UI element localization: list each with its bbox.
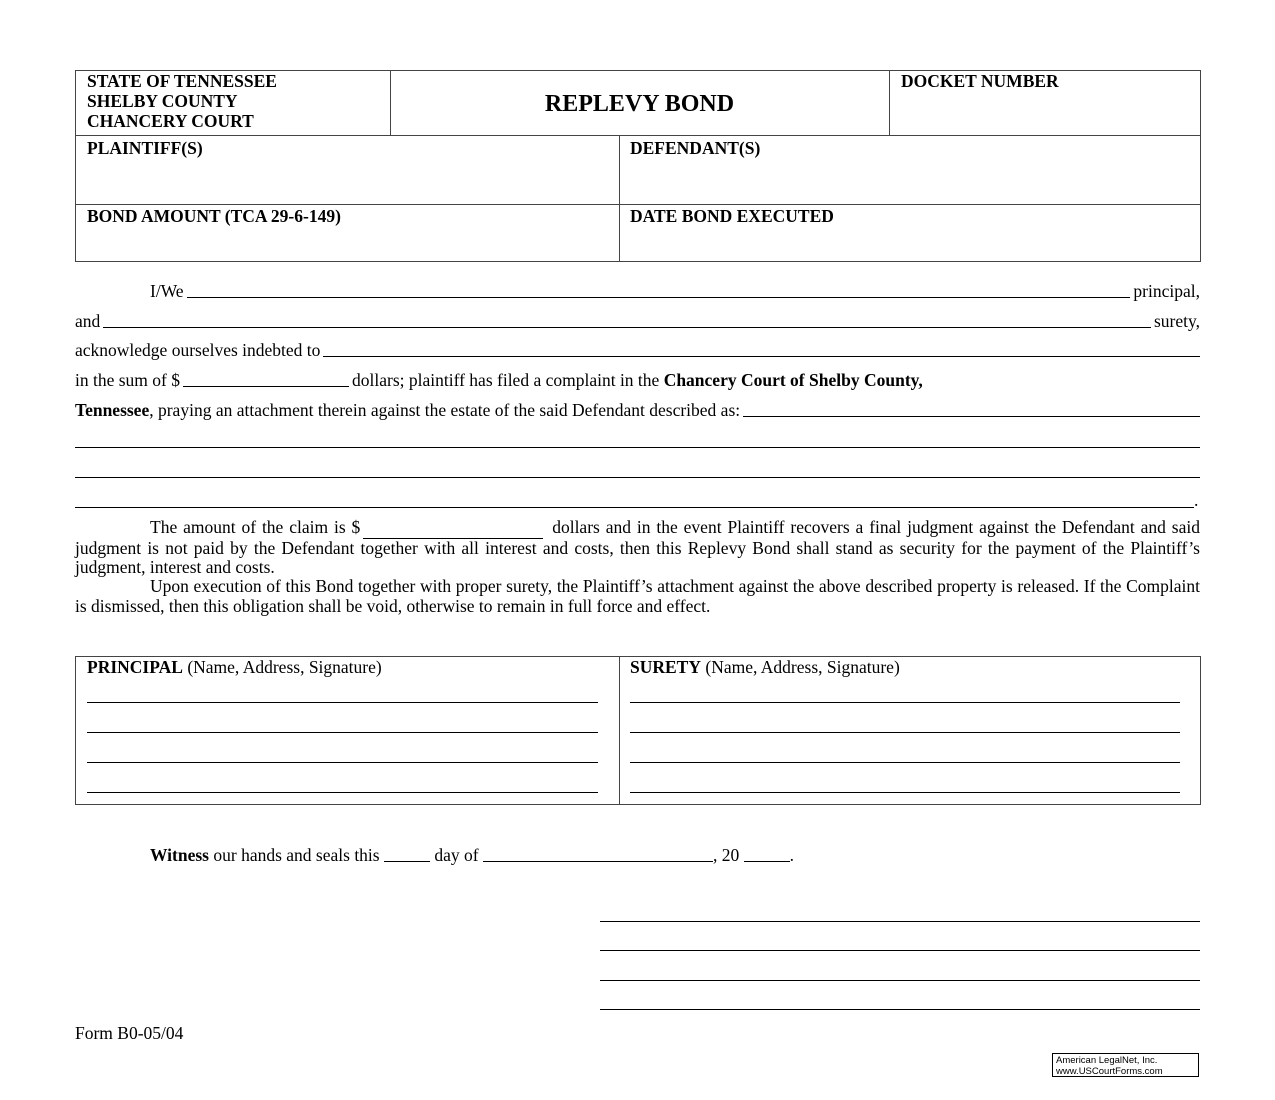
text: day of	[429, 845, 483, 865]
divider	[75, 135, 1201, 136]
publisher-url: www.USCourtForms.com	[1056, 1066, 1163, 1077]
claim-amount-field[interactable]	[363, 518, 543, 539]
surety-field[interactable]	[630, 762, 1180, 763]
docket-number-label: DOCKET NUMBER	[901, 71, 1059, 91]
publisher-name: American LegalNet, Inc.	[1056, 1055, 1158, 1066]
court-name	[87, 71, 277, 131]
principal-heading	[87, 657, 382, 678]
divider	[619, 135, 620, 262]
text: .	[1194, 490, 1199, 510]
text: I/We	[150, 281, 184, 301]
surety-field[interactable]	[630, 732, 1180, 733]
text: Witness	[150, 845, 209, 865]
description-field-2[interactable]	[75, 447, 1200, 448]
surety-line	[75, 310, 1200, 332]
text: SURETY	[630, 657, 701, 677]
surety-field[interactable]	[630, 702, 1180, 703]
principal-field[interactable]	[87, 792, 598, 793]
sum-line	[75, 369, 1200, 391]
divider	[75, 204, 1201, 205]
day-field[interactable]	[384, 861, 430, 862]
release-paragraph: Upon execution of this Bond together with proper surety, the Plaintiff’s attachment against the above described property is released. If the Complaint is dismissed, then this obligation shall be void, otherwise to remain in full force and effect.	[75, 576, 1200, 616]
text: dollars and in the event Plaintiff recovers a final judgment against the Defendant and said judgment is not paid by the Defendant together with all interest and costs, then this Replevy Bond shall stand as security for the payment of the Plaintiff’s judgment, interest and costs.	[75, 517, 1200, 577]
principal-field[interactable]	[187, 297, 1131, 298]
surety-field[interactable]	[630, 792, 1180, 793]
defendant-label: DEFENDANT(S)	[630, 138, 761, 158]
text: and	[75, 311, 101, 331]
sum-field[interactable]	[183, 386, 349, 387]
description-field-4[interactable]	[75, 507, 1194, 508]
month-field[interactable]	[483, 861, 713, 862]
county-line: SHELBY COUNTY	[87, 91, 238, 111]
text: our hands and seals this	[209, 845, 384, 865]
text: acknowledge ourselves indebted to	[75, 340, 321, 360]
surety-heading	[630, 657, 900, 678]
text: The amount of the claim is $	[150, 517, 361, 537]
claim-paragraph	[75, 518, 1200, 578]
text: PRINCIPAL	[87, 657, 183, 677]
description-line	[75, 399, 1200, 421]
principal-field[interactable]	[87, 702, 598, 703]
obligee-field[interactable]	[323, 356, 1200, 357]
text: (Name, Address, Signature)	[182, 657, 382, 677]
text: Chancery Court of Shelby County,	[663, 370, 923, 390]
date-executed-label: DATE BOND EXECUTED	[630, 206, 834, 226]
publisher-badge	[1052, 1053, 1199, 1077]
witness-line	[150, 845, 794, 866]
text: (Name, Address, Signature)	[701, 657, 900, 677]
divider	[619, 656, 620, 805]
text: , praying an attachment therein against the estate of the said Defendant described as:	[149, 400, 741, 420]
principal-field[interactable]	[87, 762, 598, 763]
text: , 20	[712, 845, 744, 865]
text: surety,	[1153, 311, 1200, 331]
form-id: Form B0-05/04	[75, 1023, 184, 1043]
description-field[interactable]	[743, 416, 1200, 417]
form-title: REPLEVY BOND	[544, 91, 735, 117]
text: in the sum of $	[75, 370, 180, 390]
plaintiff-label: PLAINTIFF(S)	[87, 138, 203, 158]
signature-field[interactable]	[600, 1009, 1200, 1010]
indebted-line	[75, 339, 1200, 361]
signature-table	[75, 656, 1201, 805]
surety-field[interactable]	[103, 327, 1151, 328]
text: dollars; plaintiff has filed a complaint in the	[352, 370, 664, 390]
bond-amount-label: BOND AMOUNT (TCA 29-6-149)	[87, 206, 341, 226]
divider	[889, 70, 890, 135]
description-field-3[interactable]	[75, 477, 1200, 478]
text: Tennessee	[75, 400, 150, 420]
principal-field[interactable]	[87, 732, 598, 733]
state-line: STATE OF TENNESSEE	[87, 71, 277, 91]
text: principal,	[1133, 281, 1200, 301]
signature-field[interactable]	[600, 950, 1200, 951]
principal-line	[75, 280, 1200, 302]
text: .	[789, 845, 794, 865]
year-field[interactable]	[744, 861, 790, 862]
signature-field[interactable]	[600, 980, 1200, 981]
court-line: CHANCERY COURT	[87, 111, 254, 131]
signature-field[interactable]	[600, 921, 1200, 922]
